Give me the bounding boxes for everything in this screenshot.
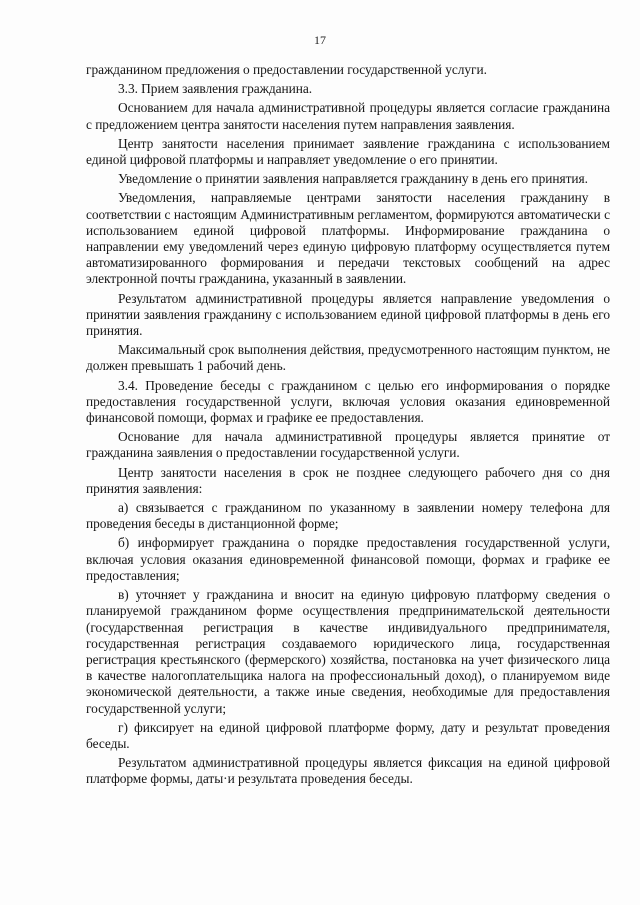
list-item-g: г) фиксирует на единой цифровой платформе форму, дату и результат проведения беседы. — [86, 719, 610, 751]
list-item-v: в) уточняет у гражданина и вносит на единую цифровую платформу сведения о планируемой гражданином форме осуществления предпринимательской деятельности (государственная регистрация в качестве индивидуального предпринимателя, государственная регистрация создаваемого юридического лица, государственная регистрация крестьянского (фермерского) хозяйства, постановка на учет физического лица в качестве налогоплательщика налога на профессиональный доход), о планируемом виде экономической деятельности, а также иные сведения, необходимые для предоставления государственной услуги; — [86, 587, 610, 716]
paragraph: Уведомления, направляемые центрами занятости населения гражданину в соответствии с настоящим Административным регламентом, формируются автоматически с использованием единой цифровой платформы. Информирование гражданина о направлении ему уведомлений через единую цифровую платформу осуществляется путем автоматизированного формирования и передачи текстовых сообщений на адрес электронной почты гражданина, указанный в заявлении. — [86, 190, 610, 287]
paragraph: гражданином предложения о предоставлении государственной услуги. — [86, 62, 487, 77]
page-number: 17 — [314, 33, 326, 47]
paragraph: Уведомление о принятии заявления направляется гражданину в день его принятия. — [118, 171, 588, 187]
paragraph: Результатом административной процедуры является фиксация на единой цифровой платформе формы, даты·и результата проведения беседы. — [86, 755, 610, 787]
section-heading-3-3: 3.3. Прием заявления гражданина. — [118, 81, 313, 97]
list-item-b: б) информирует гражданина о порядке предоставления государственной услуги, включая условия оказания единовременной финансовой помощи, формах и графике ее предоставления; — [86, 535, 610, 583]
paragraph: Максимальный срок выполнения действия, предусмотренного настоящим пунктом, не должен превышать 1 рабочий день. — [86, 342, 610, 374]
paragraph: Основанием для начала административной процедуры является согласие гражданина с предложением центра занятости населения путем направления заявления. — [86, 100, 610, 132]
paragraph: Центр занятости населения в срок не позднее следующего рабочего дня со дня принятия заявления: — [86, 464, 610, 496]
paragraph: Основание для начала административной процедуры является принятие от гражданина заявления о предоставлении государственной услуги. — [86, 429, 610, 461]
document-body — [86, 62, 610, 791]
list-item-a: а) связывается с гражданином по указанному в заявлении номеру телефона для проведения беседы в дистанционной форме; — [86, 500, 610, 532]
paragraph: Результатом административной процедуры является направление уведомления о принятии заявления гражданину с использованием единой цифровой платформы в день его принятия. — [86, 290, 610, 339]
paragraph: Центр занятости населения принимает заявление гражданина с использованием единой цифровой платформы и направляет уведомление о его принятии. — [86, 135, 610, 168]
section-heading-3-4: 3.4. Проведение беседы с гражданином с целью его информирования о порядке предоставления государственной услуги, включая условия оказания единовременной финансовой помощи, формах и графике ее предоставления. — [86, 377, 610, 426]
